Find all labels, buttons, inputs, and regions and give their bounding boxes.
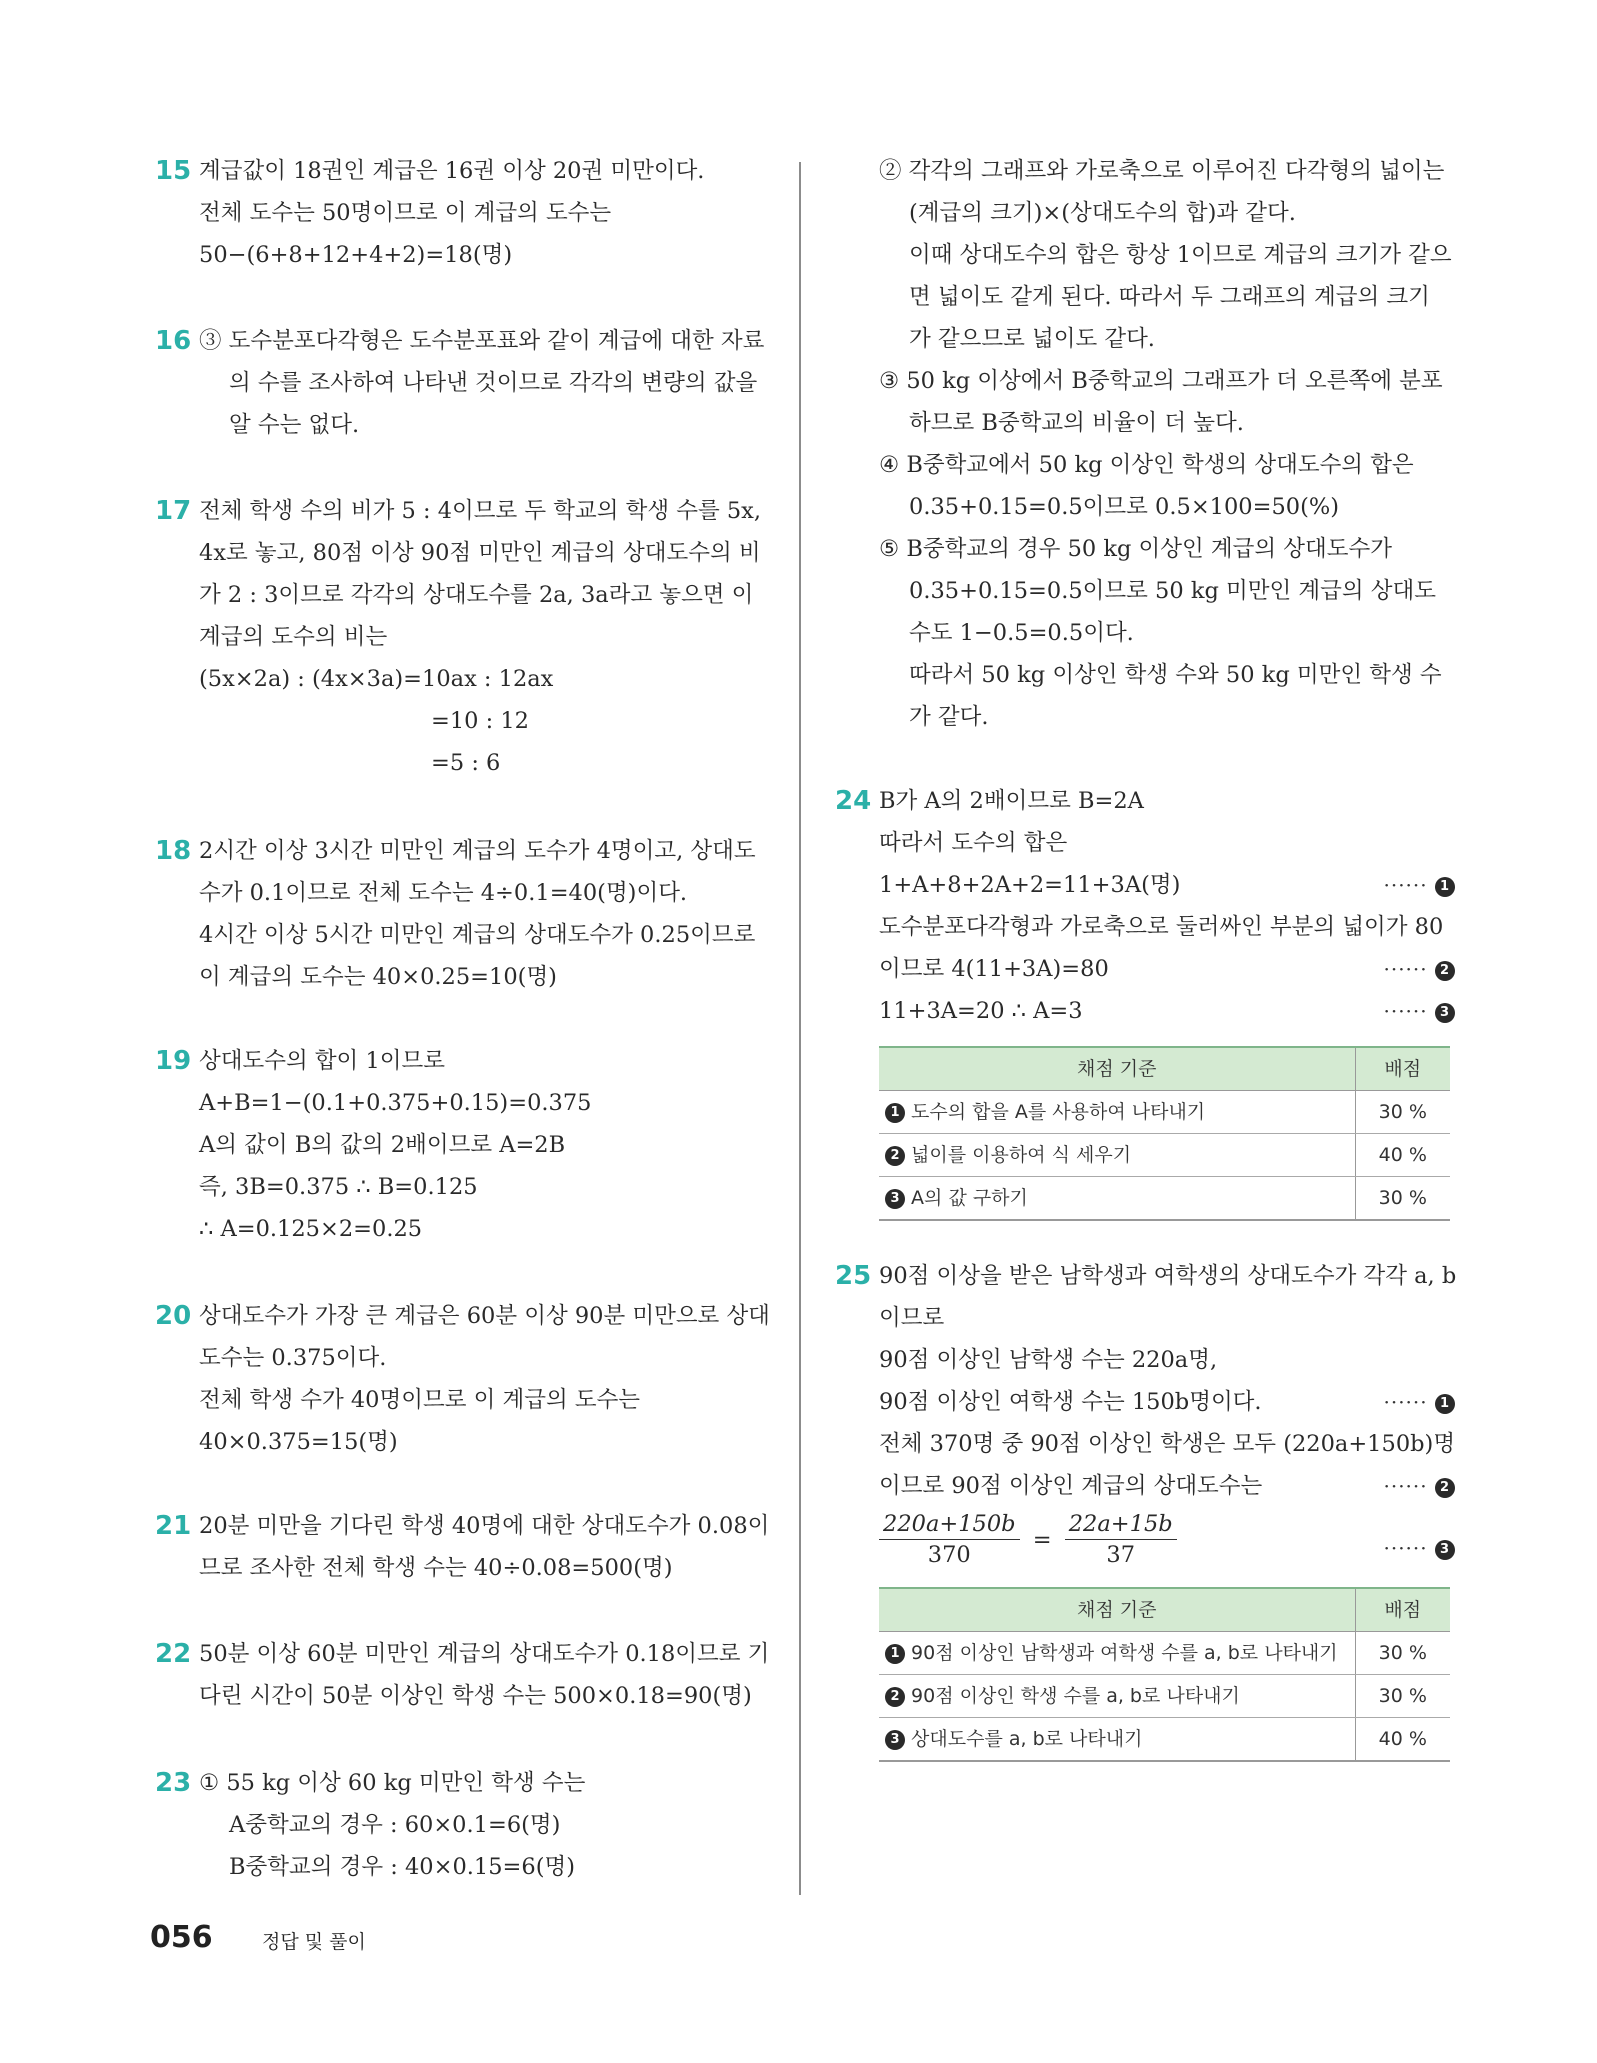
text-line: ⑤ B중학교의 경우 50 kg 이상인 계급의 상대도수가	[879, 536, 1392, 562]
text-line: 40×0.375=15(명)	[199, 1429, 398, 1455]
text-line: 90점 이상인 남학생 수는 220a명,	[879, 1347, 1218, 1373]
text-line: 따라서 도수의 합은	[879, 830, 1068, 856]
problem-number: 21	[155, 1511, 192, 1541]
equals-sign: =	[1032, 1526, 1052, 1553]
text-line: 0.35+0.15=0.5이므로 50 kg 미만인 계급의 상대도	[909, 578, 1436, 604]
text-line: ② 각각의 그래프와 가로축으로 이루어진 다각형의 넓이는	[879, 158, 1445, 184]
scoring-table	[879, 1587, 1450, 1762]
problem-number: 25	[835, 1261, 872, 1291]
problem-23-continued	[835, 150, 1455, 738]
text-line: 90점 이상을 받은 남학생과 여학생의 상대도수가 각각 a, b	[879, 1263, 1457, 1289]
fraction	[1065, 1509, 1177, 1570]
text-line: 전체 370명 중 90점 이상인 학생은 모두 (220a+150b)명	[879, 1431, 1456, 1457]
table-cell: 30 %	[1355, 1091, 1450, 1134]
text-line: 20분 미만을 기다린 학생 40명에 대한 상대도수가 0.08이	[199, 1513, 770, 1539]
step-marker: ······ 2	[1383, 1465, 1455, 1507]
text-line: ③ 50 kg 이상에서 B중학교의 그래프가 더 오른쪽에 분포	[879, 368, 1443, 394]
text-line: 계급값이 18권인 계급은 16권 이상 20권 미만이다.	[199, 158, 705, 184]
equation-line: 즉, 3B=0.375 ∴ B=0.125	[199, 1174, 478, 1200]
text-line: 다린 시간이 50분 이상인 학생 수는 500×0.18=90(명)	[199, 1683, 752, 1709]
text-line	[879, 1381, 1455, 1423]
text-line: 수도 1−0.5=0.5이다.	[909, 620, 1134, 646]
text-line: 이때 상대도수의 합은 항상 1이므로 계급의 크기가 같으	[909, 242, 1452, 268]
problem-number: 22	[155, 1639, 192, 1669]
text-line: B가 A의 2배이므로 B=2A	[879, 788, 1144, 814]
step-marker: ······ 1	[1383, 1381, 1455, 1423]
fraction	[879, 1509, 1020, 1570]
step-1-icon: 1	[1435, 877, 1455, 897]
text-line: 전체 학생 수가 40명이므로 이 계급의 도수는	[199, 1387, 641, 1413]
problem-19	[155, 1040, 770, 1250]
equation-line: A의 값이 B의 값의 2배이므로 A=2B	[199, 1132, 566, 1158]
problem-number: 17	[155, 496, 192, 526]
step-2-icon: 2	[1435, 1478, 1455, 1498]
table-header: 배점	[1355, 1047, 1450, 1091]
text-line: 4시간 이상 5시간 미만인 계급의 상대도수가 0.25이므로	[199, 922, 756, 948]
table-header: 채점 기준	[879, 1047, 1355, 1091]
problem-23	[155, 1762, 770, 1888]
problem-21	[155, 1505, 770, 1589]
text-line: 하므로 B중학교의 비율이 더 높다.	[909, 410, 1244, 436]
text-line: 가 같으므로 넓이도 같다.	[909, 326, 1155, 352]
text-line: 상대도수의 합이 1이므로	[199, 1048, 445, 1074]
text-line: 4x로 놓고, 80점 이상 90점 미만인 계급의 상대도수의 비	[199, 540, 761, 566]
text-line: ① 55 kg 이상 60 kg 미만인 학생 수는	[199, 1770, 586, 1796]
text-line: ④ B중학교에서 50 kg 이상인 학생의 상대도수의 합은	[879, 452, 1414, 478]
column-divider	[799, 162, 801, 1895]
text-line: 알 수는 없다.	[229, 412, 360, 438]
equation-line: A+B=1−(0.1+0.375+0.15)=0.375	[199, 1090, 592, 1116]
problem-number: 16	[155, 326, 192, 356]
problem-15	[155, 150, 770, 276]
problem-number: 18	[155, 836, 192, 866]
numerator: 22a+15b	[1065, 1509, 1177, 1540]
step-3-icon: 3	[1435, 1003, 1455, 1023]
table-cell: 1 도수의 합을 A를 사용하여 나타내기	[879, 1091, 1355, 1134]
scoring-table	[879, 1046, 1450, 1221]
text-line: 도수분포다각형과 가로축으로 둘러싸인 부분의 넓이가 80	[879, 914, 1444, 940]
text-line: 2시간 이상 3시간 미만인 계급의 도수가 4명이고, 상대도	[199, 838, 756, 864]
equation: 이므로 90점 이상인 계급의 상대도수는	[879, 1473, 1263, 1499]
table-header-row	[879, 1588, 1450, 1632]
text-line: 0.35+0.15=0.5이므로 0.5×100=50(%)	[909, 494, 1340, 520]
step-2-icon: 2	[1435, 961, 1455, 981]
step-marker: ······ 2	[1383, 948, 1455, 990]
step-2-icon: 2	[885, 1146, 905, 1166]
table-cell: 2 넓이를 이용하여 식 세우기	[879, 1134, 1355, 1177]
table-cell: 30 %	[1355, 1675, 1450, 1718]
text-line: A중학교의 경우 : 60×0.1=6(명)	[229, 1812, 561, 1838]
step-1-icon: 1	[885, 1103, 905, 1123]
table-header: 채점 기준	[879, 1588, 1355, 1632]
numerator: 220a+150b	[879, 1509, 1020, 1540]
problem-20	[155, 1295, 770, 1463]
table-row	[879, 1675, 1450, 1718]
text-line: 이므로	[879, 1305, 945, 1331]
text-line: 50−(6+8+12+4+2)=18(명)	[199, 242, 513, 268]
equation: 90점 이상인 여학생 수는 150b명이다.	[879, 1389, 1262, 1415]
text-line: 가 2 : 3이므로 각각의 상대도수를 2a, 3a라고 놓으면 이	[199, 582, 754, 608]
table-row	[879, 1177, 1450, 1221]
equation: 1+A+8+2A+2=11+3A(명)	[879, 872, 1181, 898]
problem-number: 19	[155, 1046, 192, 1076]
text-line: 의 수를 조사하여 나타낸 것이므로 각각의 변량의 값을	[229, 370, 758, 396]
text-line: B중학교의 경우 : 40×0.15=6(명)	[229, 1854, 576, 1880]
problem-16	[155, 320, 770, 446]
text-line: 면 넓이도 같게 된다. 따라서 두 그래프의 계급의 크기	[909, 284, 1430, 310]
table-header: 배점	[1355, 1588, 1450, 1632]
problem-25	[835, 1255, 1455, 1762]
fraction-equation	[879, 1509, 1455, 1575]
step-marker: ······ 3	[1383, 990, 1455, 1032]
step-marker: ······ 3	[1383, 1527, 1455, 1569]
problem-number: 20	[155, 1301, 192, 1331]
step-3-icon: 3	[1435, 1540, 1455, 1560]
text-line: 전체 학생 수의 비가 5 : 4이므로 두 학교의 학생 수를 5x,	[199, 498, 762, 524]
text-line: 계급의 도수의 비는	[199, 624, 388, 650]
footer-title: 정답 및 풀이	[262, 1931, 366, 1953]
table-row	[879, 1632, 1450, 1675]
table-cell: 2 90점 이상인 학생 수를 a, b로 나타내기	[879, 1675, 1355, 1718]
table-cell: 3 A의 값 구하기	[879, 1177, 1355, 1221]
table-cell: 30 %	[1355, 1177, 1450, 1221]
text-line	[879, 1465, 1455, 1507]
text-line	[879, 864, 1455, 906]
step-marker: ······ 1	[1383, 864, 1455, 906]
table-row	[879, 1718, 1450, 1762]
table-cell: 40 %	[1355, 1718, 1450, 1762]
table-cell: 1 90점 이상인 남학생과 여학생 수를 a, b로 나타내기	[879, 1632, 1355, 1675]
page-number: 056	[150, 1920, 213, 1955]
problem-number: 23	[155, 1768, 192, 1798]
table-cell: 3 상대도수를 a, b로 나타내기	[879, 1718, 1355, 1762]
problem-22	[155, 1633, 770, 1717]
step-1-icon: 1	[885, 1644, 905, 1664]
table-cell: 30 %	[1355, 1632, 1450, 1675]
equation-line: (5x×2a) : (4x×3a)=10ax : 12ax	[199, 666, 554, 692]
step-3-icon: 3	[885, 1189, 905, 1209]
problem-17	[155, 490, 770, 784]
text-line: 가 같다.	[909, 704, 989, 730]
text-line	[879, 990, 1455, 1032]
equation-line: =5 : 6	[431, 750, 501, 776]
equation-line: ∴ A=0.125×2=0.25	[199, 1216, 423, 1242]
equation: 이므로 4(11+3A)=80	[879, 956, 1109, 982]
step-1-icon: 1	[1435, 1394, 1455, 1414]
text-line: (계급의 크기)×(상대도수의 합)과 같다.	[909, 200, 1296, 226]
text-line: 따라서 50 kg 이상인 학생 수와 50 kg 미만인 학생 수	[909, 662, 1442, 688]
table-cell: 40 %	[1355, 1134, 1450, 1177]
problem-18	[155, 830, 770, 998]
text-line: 므로 조사한 전체 학생 수는 40÷0.08=500(명)	[199, 1555, 673, 1581]
table-row	[879, 1091, 1450, 1134]
text-line: 도수는 0.375이다.	[199, 1345, 387, 1371]
text-line: 전체 도수는 50명이므로 이 계급의 도수는	[199, 200, 612, 226]
text-line: 수가 0.1이므로 전체 도수는 4÷0.1=40(명)이다.	[199, 880, 688, 906]
text-line: 상대도수가 가장 큰 계급은 60분 이상 90분 미만으로 상대	[199, 1303, 770, 1329]
problem-24	[835, 780, 1455, 1221]
table-header-row	[879, 1047, 1450, 1091]
step-3-icon: 3	[885, 1730, 905, 1750]
equation-line: =10 : 12	[431, 708, 529, 734]
table-row	[879, 1134, 1450, 1177]
problem-number: 15	[155, 156, 192, 186]
text-line: 50분 이상 60분 미만인 계급의 상대도수가 0.18이므로 기	[199, 1641, 770, 1667]
equation: 11+3A=20 ∴ A=3	[879, 998, 1083, 1024]
denominator: 37	[1106, 1542, 1136, 1568]
denominator: 370	[927, 1542, 971, 1568]
problem-number: 24	[835, 786, 872, 816]
text-line: 이 계급의 도수는 40×0.25=10(명)	[199, 964, 557, 990]
text-line: ③ 도수분포다각형은 도수분포표와 같이 계급에 대한 자료	[199, 328, 765, 354]
step-2-icon: 2	[885, 1687, 905, 1707]
text-line	[879, 948, 1455, 990]
